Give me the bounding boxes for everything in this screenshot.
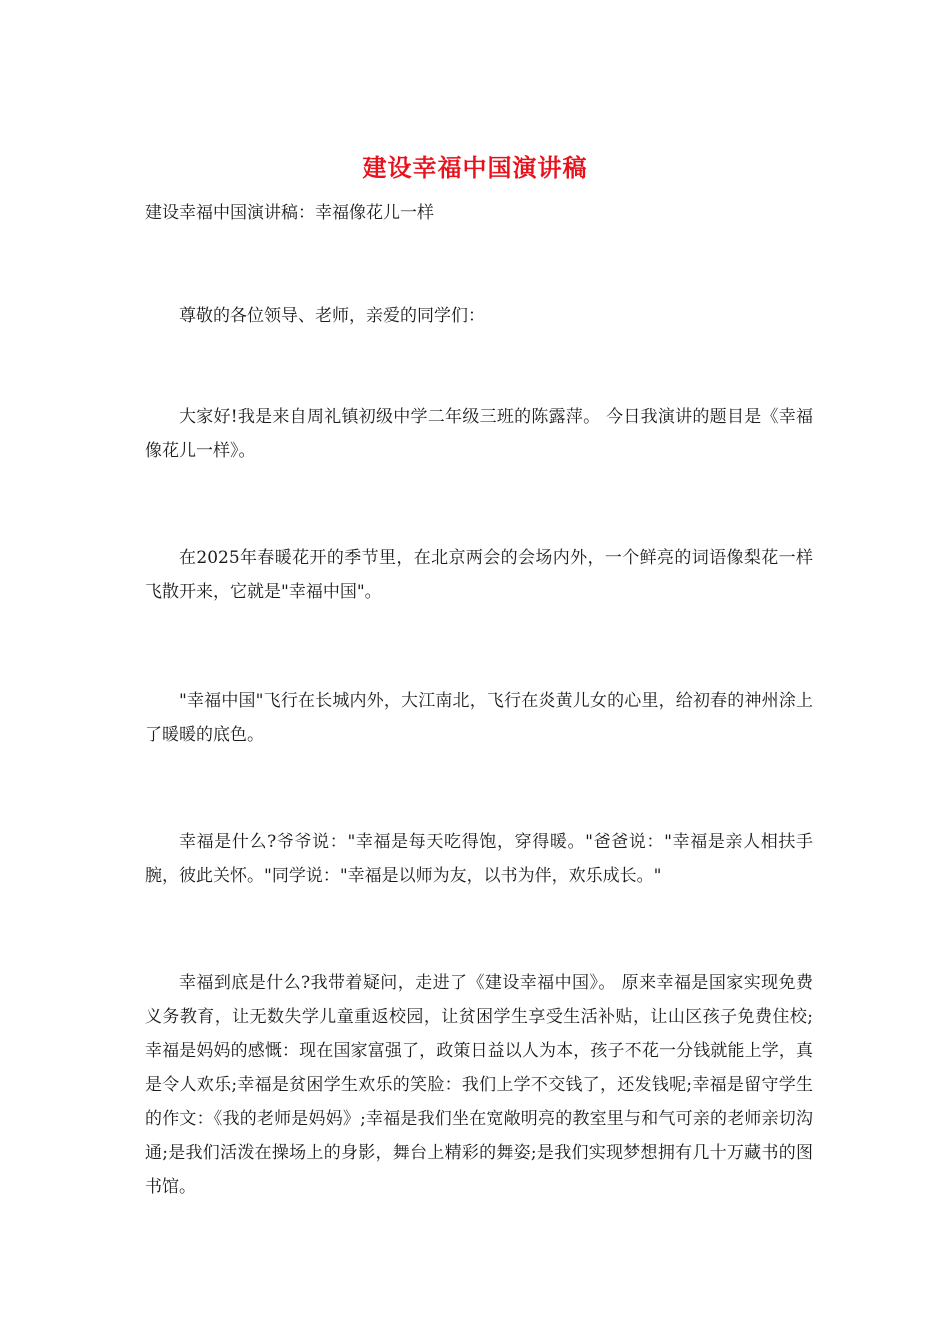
paragraph-spring: 在2025年春暖花开的季节里，在北京两会的会场内外，一个鲜亮的词语像梨花一样飞散开来，它就是"幸福中国"。 [145, 548, 813, 602]
paragraph-happy-china: "幸福中国"飞行在长城内外，大江南北，飞行在炎黄儿女的心里，给初春的神州涂上了暖暖的底色。 [145, 691, 813, 745]
paragraph-introduction: 大家好!我是来自周礼镇初级中学二年级三班的陈露萍。 今日我演讲的题目是《幸福像花儿一样》。 [145, 407, 813, 461]
paragraph-answer: 幸福到底是什么?我带着疑问，走进了《建设幸福中国》。 原来幸福是国家实现免费义务教育，让无数失学儿童重返校园，让贫困学生享受生活补贴，让山区孩子免费住校;幸福是妈妈的感慨：现在国家富强了，政策日益以人为本，孩子不花一分钱就能上学，真是令人欢乐;幸福是贫困学生欢乐的笑脸：我们上学不交钱了，还发钱呢;幸福是留守学生的作文：《我的老师是妈妈》;幸福是我们坐在宽敞明亮的教室里与和气可亲的老师亲切沟通;是我们活泼在操场上的身影，舞台上精彩的舞姿;是我们实现梦想拥有几十万藏书的图书馆。 [145, 973, 813, 1197]
document-title: 建设幸福中国演讲稿 [362, 153, 588, 182]
document-subtitle: 建设幸福中国演讲稿：幸福像花儿一样 [145, 203, 434, 223]
paragraph-greeting: 尊敬的各位领导、老师，亲爱的同学们： [179, 306, 485, 326]
paragraph-what-is-happiness: 幸福是什么?爷爷说："幸福是每天吃得饱，穿得暖。"爸爸说："幸福是亲人相扶手腕，彼此关怀。"同学说："幸福是以师为友，以书为伴，欢乐成长。" [145, 832, 813, 886]
